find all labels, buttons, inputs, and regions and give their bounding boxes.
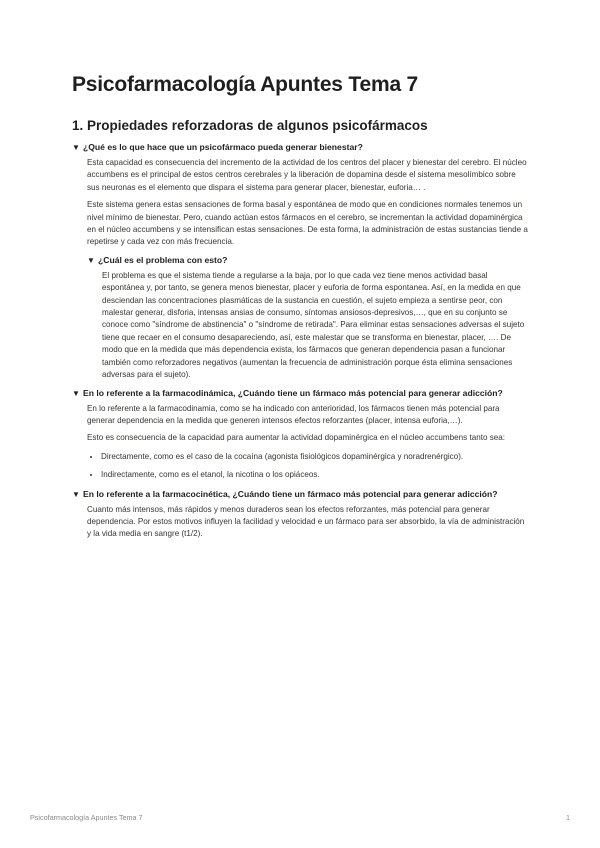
paragraph: Este sistema genera estas sensaciones de forma basal y espontánea de modo que en condiciones normales tenemos un nivel mínimo de bienestar. Pero, cuando actúan estos fármacos en el cerebro, se incrementan la actividad dopaminérgica en el núcleo accumbens y se intensifican estas sensaciones. De esta forma, la administración de estas sustancias tiende a repetirse y cada vez con más frecuencia. [87,200,528,247]
toggle-block-farmacocinetica [72,488,528,541]
toggle-header[interactable] [72,488,528,501]
paragraph: Cuanto más intensos, más rápidos y menos duraderos sean los efectos reforzantes, más potencial para generar dependencia. Por estos motivos influyen la facilidad y velocidad e un fármaco para ser absorbido, la vía de administración y la vida media en sangre (t1/2). [87,504,525,539]
triangle-down-icon[interactable]: ▼ [87,255,95,265]
toggle-body [72,157,528,382]
toggle-block-farmacodinamica [72,387,528,482]
toggle-header[interactable] [72,387,528,400]
footer-title: Psicofarmacología Apuntes Tema 7 [30,813,143,822]
toggle-block-bienestar [72,141,528,382]
page-footer [30,813,570,822]
page-number: 1 [566,813,570,822]
toggle-question: ¿Qué es lo que hace que un psicofármaco pueda generar bienestar? [83,142,363,152]
section-heading: 1. Propiedades reforzadoras de algunos psicofármacos [72,118,428,133]
toggle-body [72,403,528,482]
page-content [72,72,528,546]
paragraph: En lo referente a la farmacodinamia, como se ha indicado con anterioridad, los fármacos tienen más potencial para generar dependencia en la medida que generen intensos efectos reforzantes (placer, intensa euforia,…). [87,403,500,425]
subtoggle-block-problema [87,254,528,382]
toggle-question: En lo referente a la farmacodinámica, ¿Cuándo tiene un fármaco más potencial para generar adicción? [83,387,503,398]
subtoggle-header[interactable] [87,254,528,267]
toggle-body [72,504,528,541]
list-item: • Indirectamente, como es el etanol, la nicotina o los opiáceos. [101,469,528,481]
triangle-down-icon[interactable]: ▼ [72,388,80,398]
toggle-header[interactable] [72,141,528,154]
paragraph: Esto es consecuencia de la capacidad para aumentar la actividad dopaminérgica en el núcleo accumbens tanto sea: [87,433,505,443]
paragraph: El problema es que el sistema tiende a regularse a la baja, por lo que cada vez tiene menos actividad basal espontánea y, por tanto, se genera menos bienestar, placer y euforia de forma espontanea. Así, en la medida en que desciendan las concentraciones plasmáticas de la sustancia en cuestión, el sujeto empieza a sentirse peor, con malestar generar, disforia, intensas ansias de consumo, síntomas ansiosos-depresivos,…, que en su conjunto se conoce como "síndrome de abstinencia" o "síndrome de retirada". Para eliminar estas sensaciones adversas el sujeto tiene que recaer en el consumo desapareciendo, así, este malestar que se transforma en bienestar, placer, …. De modo que en la medida que más dependencia exista, los fármacos que generan dependencia pasan a funcionar también como reforzadores negativos (aumentan la frecuencia de administración porque ésta elimina sensaciones adversas para el sujeto). [102,270,525,380]
paragraph: Esta capacidad es consecuencia del incremento de la actividad de los centros del placer y bienestar del cerebro. El núcleo accumbens es el principal de estos centros cerebrales y la liberación de dopamina desde el sistema mesolímbico sobre sus neuronas es el elemento que dispara el sistema para generar placer, bienestar, euforia… . [87,158,527,192]
bullet-list [87,451,528,482]
triangle-down-icon[interactable]: ▼ [72,143,80,152]
page-title: Psicofarmacología Apuntes Tema 7 [72,73,419,96]
subtoggle-question: ¿Cuál es el problema con esto? [98,254,228,265]
subtoggle-body [87,270,528,382]
list-item: • Directamente, como es el caso de la cocaína (agonista fisiológicos dopaminérgica y noradrenérgico). [101,451,528,463]
triangle-down-icon[interactable]: ▼ [72,489,80,499]
toggle-question: En lo referente a la farmacocinética, ¿Cuándo tiene un fármaco más potencial para generar adicción? [83,488,498,499]
